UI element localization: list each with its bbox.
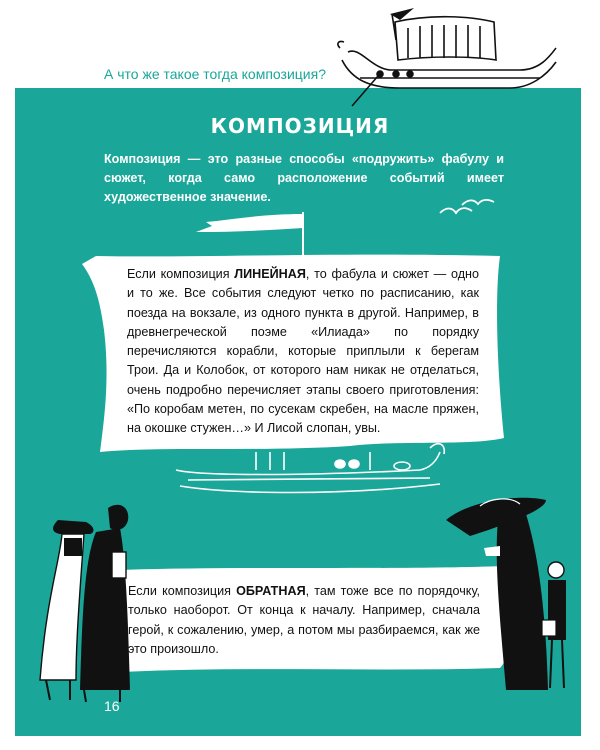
intro-paragraph: Композиция — это разные способы «подружить» фабулу и сюжет, когда само расположение событий имеет художественное значение.: [104, 152, 504, 204]
reverse-keyword: ОБРАТНАЯ: [236, 584, 306, 598]
page-title: КОМПОЗИЦИЯ: [210, 114, 390, 138]
reverse-post-text: , там тоже все по порядочку, только наоборот. От конца к началу. Например, сначала герой, к сожалению, умер, а потом мы разбираемся, как же это произошло.: [128, 584, 480, 657]
linear-keyword: ЛИНЕЙНАЯ: [234, 267, 306, 281]
reverse-composition-paragraph: [128, 582, 480, 660]
chapter-question: А что же такое тогда композиция?: [104, 66, 326, 82]
reverse-pre-text: Если композиция: [128, 584, 237, 598]
middle-ship-illustration: [176, 444, 444, 493]
page-number: 16: [104, 698, 120, 714]
linear-pre-text: Если композиция: [127, 267, 235, 281]
left-figures-illustration: [40, 505, 130, 702]
linear-composition-paragraph: [127, 265, 479, 439]
linear-post-text: , то фабула и сюжет — одно и то же. Все события следуют четко по расписанию, как поезда на вокзале, из одного пункта в другой. Например, в древнегреческой поэме «Илиада» по порядку перечисляются корабли, которые приплыли к берегам Трои. Да и Колобок, от которого нам никак не отделаться, очень подробно перечисляет этапы своего приготовления: «По коробам метен, по сусекам скребен, на масле пряжен, на окошке стужен…» И Лисой слопан, увы.: [127, 267, 480, 436]
top-ship-illustration: [338, 8, 556, 106]
